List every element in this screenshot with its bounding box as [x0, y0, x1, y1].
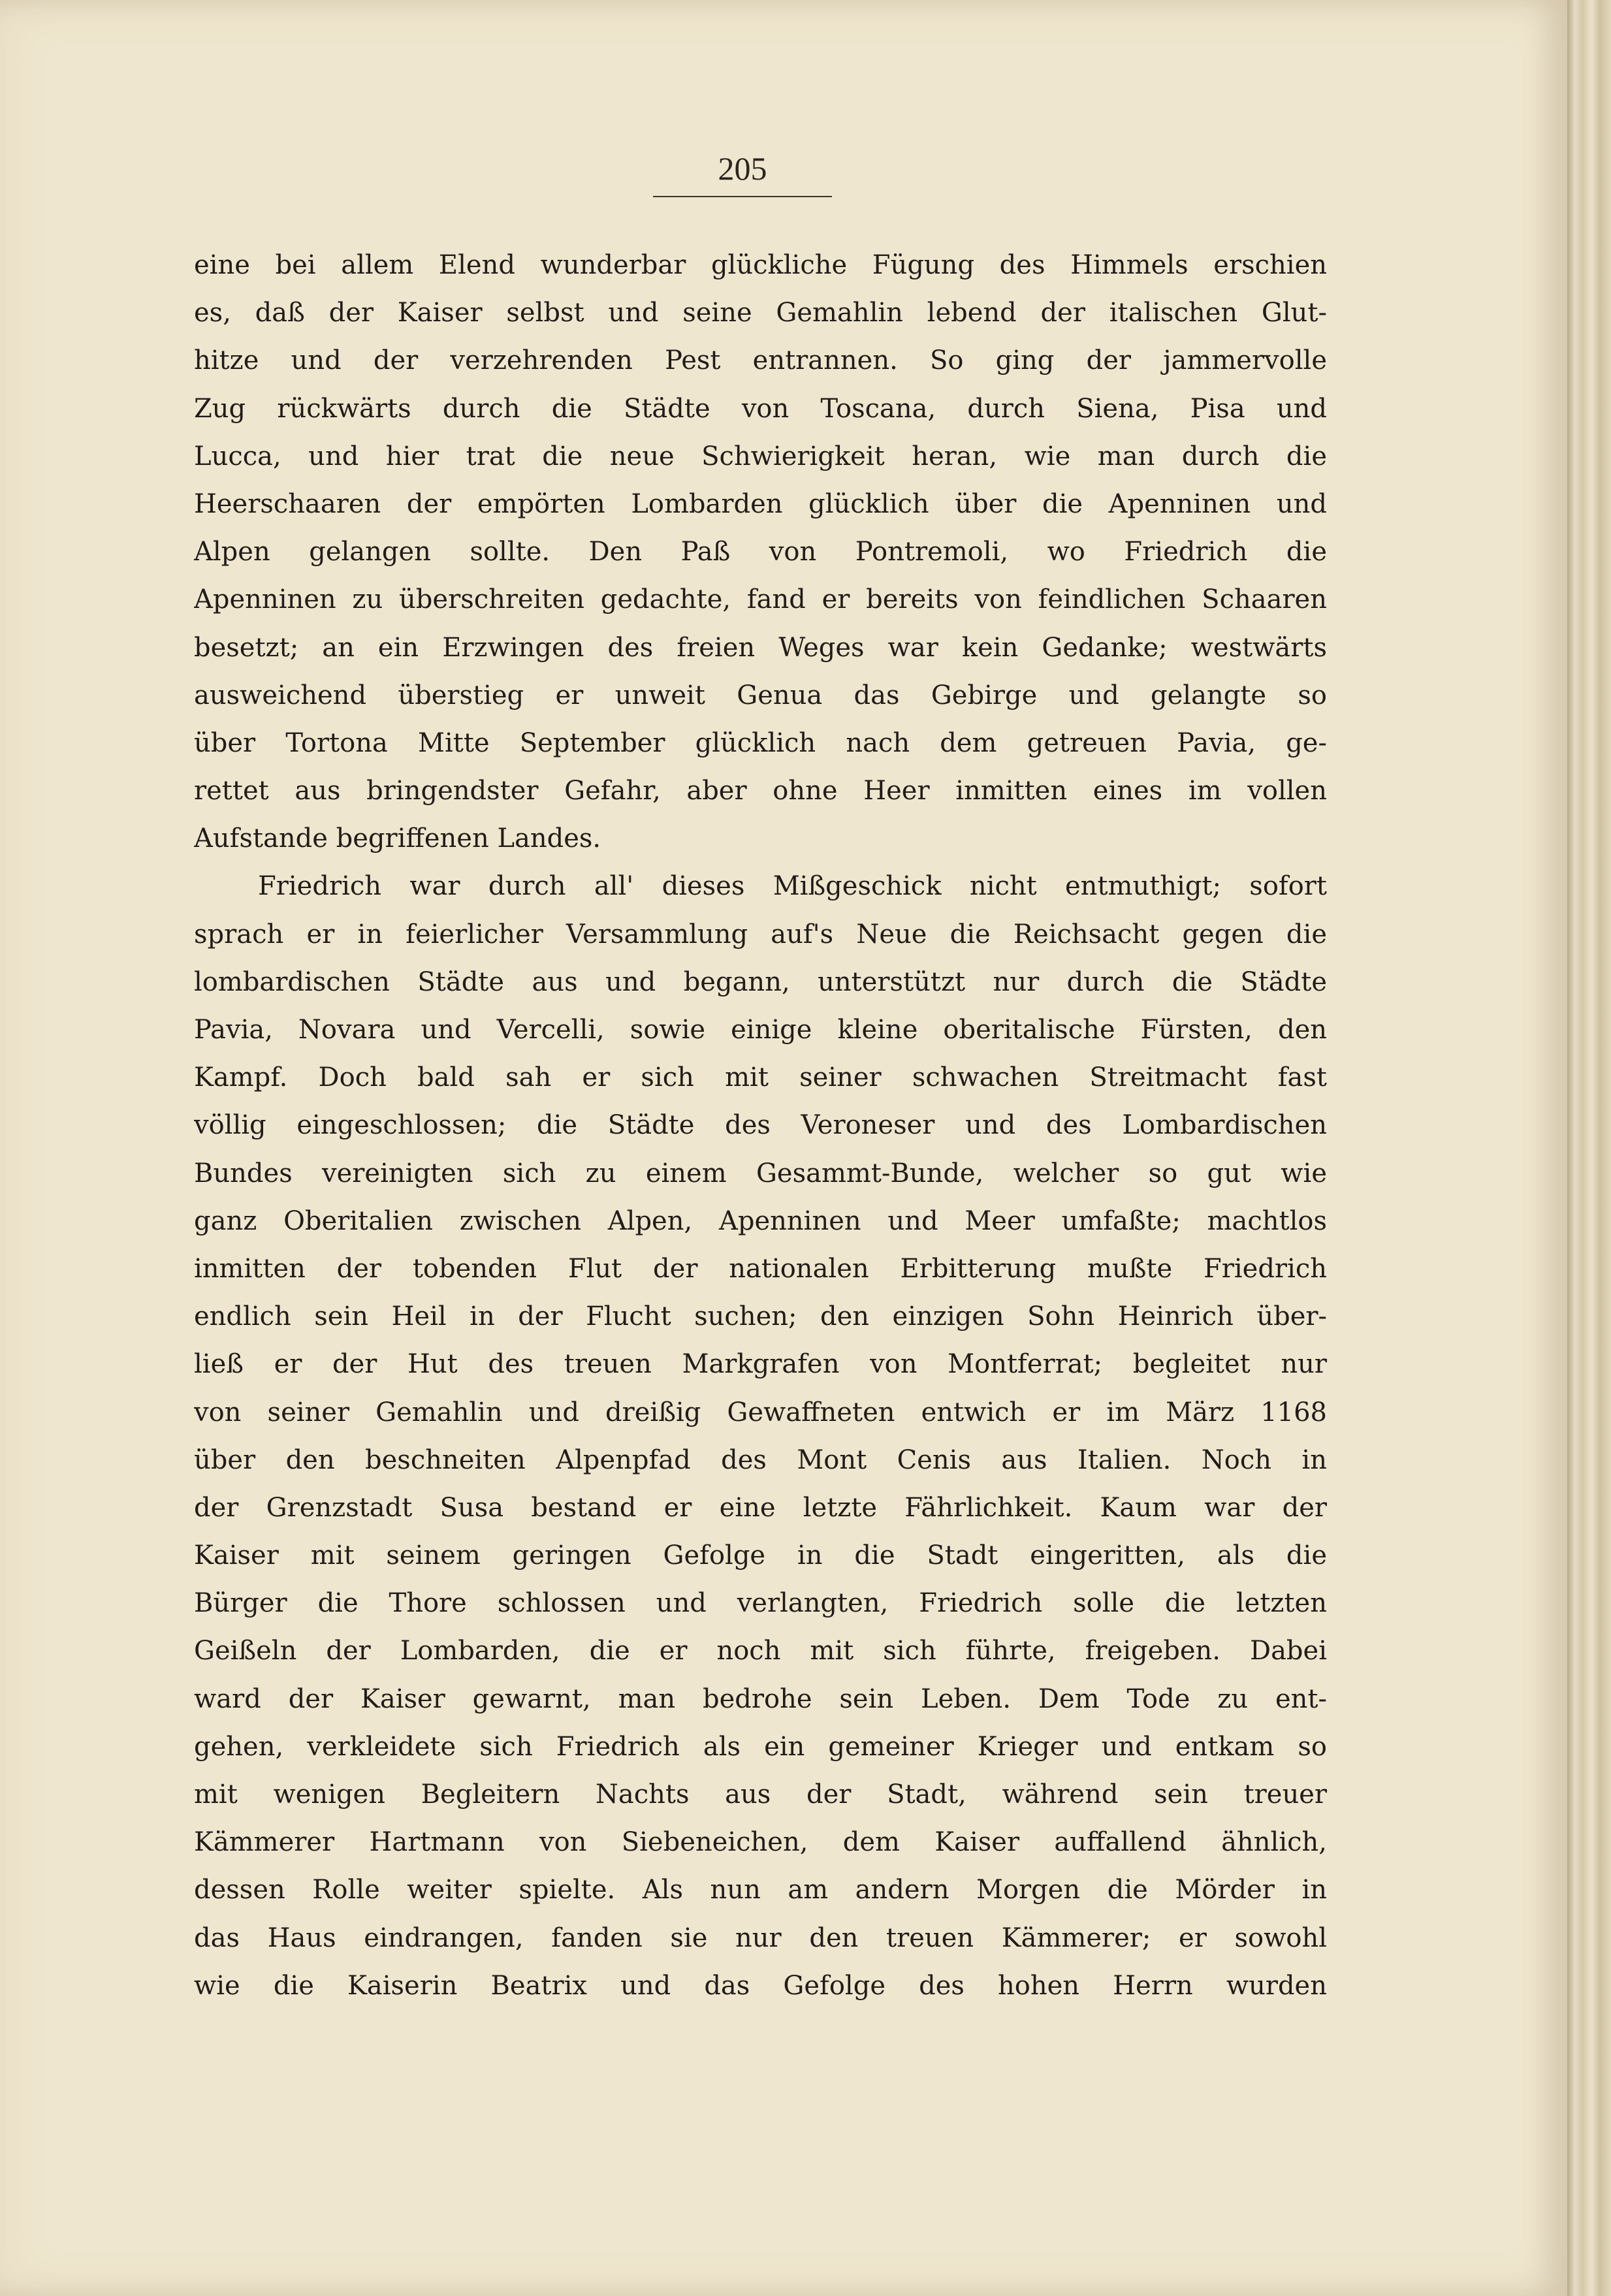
- text-line: wie die Kaiserin Beatrix und das Gefolge des hohen Herrn wurden: [194, 1970, 1327, 2001]
- text-line: Heerschaaren der empörten Lombarden glücklich über die Apenninen und: [194, 488, 1327, 519]
- text-line: inmitten der tobenden Flut der nationalen Erbitterung mußte Friedrich: [194, 1253, 1327, 1284]
- text-line: Geißeln der Lombarden, die er noch mit sich führte, freigeben. Dabei: [194, 1636, 1327, 1666]
- text-line: hitze und der verzehrenden Pest entrannen. So ging der jammervolle: [194, 345, 1327, 376]
- text-line: endlich sein Heil in der Flucht suchen; den einzigen Sohn Heinrich über-: [194, 1301, 1327, 1332]
- text-line: Lucca, und hier trat die neue Schwierigkeit heran, wie man durch die: [194, 441, 1327, 471]
- text-line: sprach er in feierlicher Versammlung auf's Neue die Reichsacht gegen die: [194, 919, 1327, 949]
- text-line: es, daß der Kaiser selbst und seine Gemahlin lebend der italischen Glut-: [194, 298, 1327, 328]
- text-line: Kaiser mit seinem geringen Gefolge in die Stadt eingeritten, als die: [194, 1540, 1327, 1571]
- page-header: [653, 149, 832, 188]
- text-line: lombardischen Städte aus und begann, unterstützt nur durch die Städte: [194, 966, 1327, 997]
- text-line: Alpen gelangen sollte. Den Paß von Pontremoli, wo Friedrich die: [194, 537, 1327, 567]
- text-line: der Grenzstadt Susa bestand er eine letzte Fährlichkeit. Kaum war der: [194, 1492, 1327, 1523]
- book-page-edge: [1567, 0, 1611, 2296]
- text-line: ließ er der Hut des treuen Markgrafen von Montferrat; begleitet nur: [194, 1349, 1327, 1380]
- text-line: ganz Oberitalien zwischen Alpen, Apenninen und Meer umfaßte; machtlos: [194, 1205, 1327, 1236]
- text-line: eine bei allem Elend wunderbar glückliche Fügung des Himmels erschien: [194, 250, 1327, 280]
- text-line: über den beschneiten Alpenpfad des Mont Cenis aus Italien. Noch in: [194, 1444, 1327, 1475]
- text-line: Kämmerer Hartmann von Siebeneichen, dem Kaiser auffallend ähnlich,: [194, 1827, 1327, 1858]
- text-line: von seiner Gemahlin und dreißig Gewaffneten entwich er im März 1168: [194, 1397, 1327, 1427]
- text-line: Apenninen zu überschreiten gedachte, fand er bereits von feindlichen Schaaren: [194, 584, 1327, 615]
- paragraph-end-line: Aufstande begriffenen Landes.: [194, 823, 601, 854]
- text-line: mit wenigen Begleitern Nachts aus der Stadt, während sein treuer: [194, 1779, 1327, 1810]
- text-line: über Tortona Mitte September glücklich nach dem getreuen Pavia, ge-: [194, 727, 1327, 758]
- text-line: dessen Rolle weiter spielte. Als nun am andern Morgen die Mörder in: [194, 1875, 1327, 1905]
- text-line: Pavia, Novara und Vercelli, sowie einige kleine oberitalische Fürsten, den: [194, 1015, 1327, 1045]
- text-line: gehen, verkleidete sich Friedrich als ein gemeiner Krieger und entkam so: [194, 1731, 1327, 1762]
- text-line: besetzt; an ein Erzwingen des freien Weges war kein Gedanke; westwärts: [194, 632, 1327, 663]
- text-line: rettet aus bringendster Gefahr, aber ohne Heer inmitten eines im vollen: [194, 776, 1327, 806]
- body-text: [194, 242, 1327, 2010]
- text-line: Bundes vereinigten sich zu einem Gesammt-Bunde, welcher so gut wie: [194, 1158, 1327, 1188]
- text-line: Kampf. Doch bald sah er sich mit seiner schwachen Streitmacht fast: [194, 1062, 1327, 1093]
- text-line: ward der Kaiser gewarnt, man bedrohe sein Leben. Dem Tode zu ent-: [194, 1683, 1327, 1714]
- text-line: das Haus eindrangen, fanden sie nur den treuen Kämmerer; er sowohl: [194, 1922, 1327, 1953]
- page-number: 205: [718, 150, 767, 187]
- paragraph-start-line: Friedrich war durch all' dieses Mißgeschick nicht entmuthigt; sofort: [258, 871, 1327, 902]
- text-line: Bürger die Thore schlossen und verlangten, Friedrich solle die letzten: [194, 1588, 1327, 1619]
- text-line: völlig eingeschlossen; die Städte des Veroneser und des Lombardischen: [194, 1110, 1327, 1141]
- text-line: Zug rückwärts durch die Städte von Toscana, durch Siena, Pisa und: [194, 393, 1327, 424]
- header-rule: [653, 196, 832, 197]
- text-line: ausweichend überstieg er unweit Genua das Gebirge und gelangte so: [194, 680, 1327, 710]
